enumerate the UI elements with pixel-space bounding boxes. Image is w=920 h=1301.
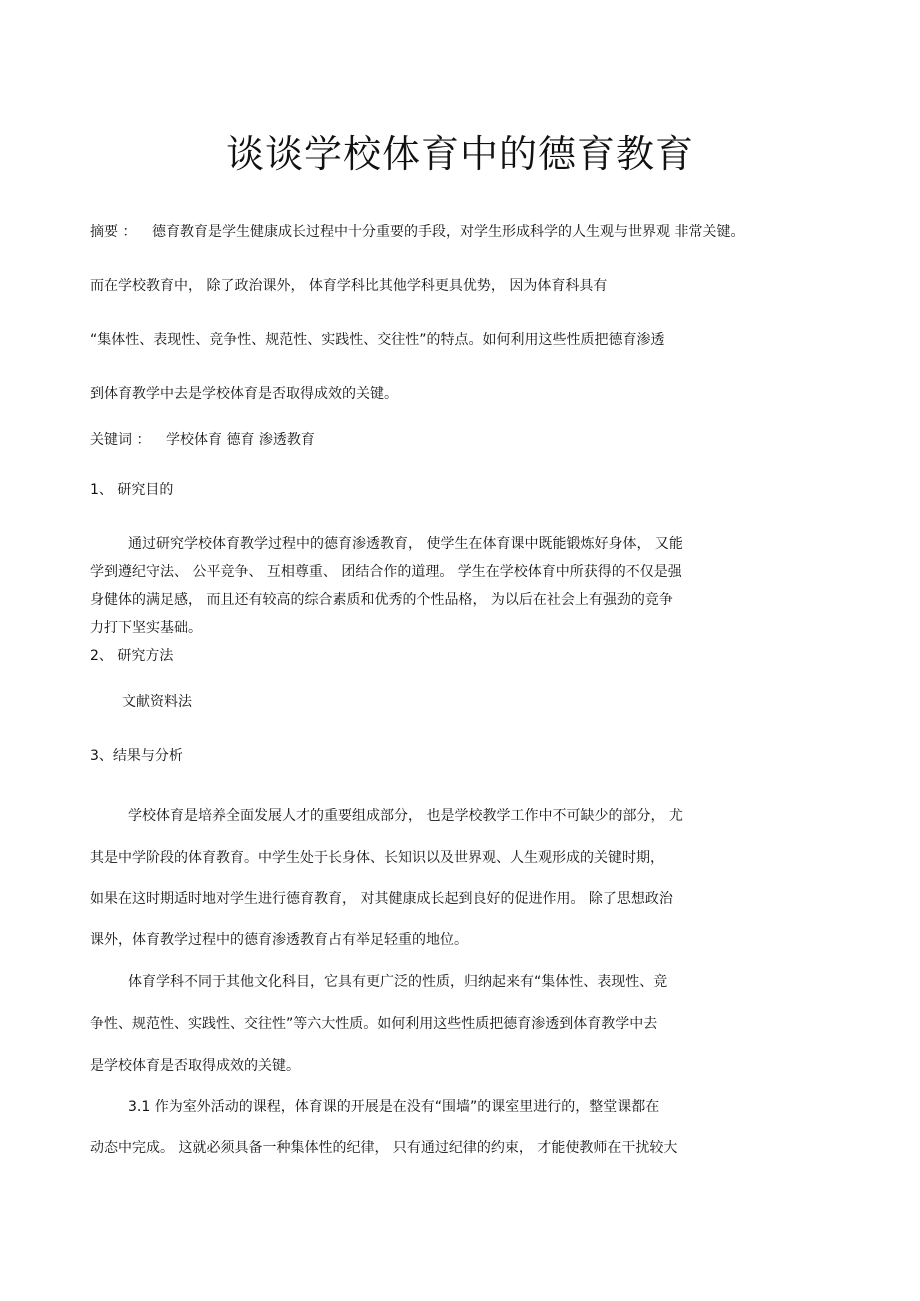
section-1-heading: 1、 研究目的 (90, 482, 174, 498)
section-3-para-2-line-1: 体育学科不同于其他文化科目，它具有更广泛的性质，归纳起来有“集体性、表现性、竞 (128, 974, 668, 990)
section-3-para-1-line-4: 课外，体育教学过程中的德育渗透教育占有举足轻重的地位。 (90, 932, 468, 948)
document-title: 谈谈学校体育中的德育教育 (225, 132, 694, 176)
section-1-line-3: 身健体的满足感， 而且还有较高的综合素质和优秀的个性品格， 为以后在社会上有强劲的竞争 (90, 592, 673, 608)
section-1-line-2: 学到遵纪守法、 公平竞争、 互相尊重、 团结合作的道理。 学生在学校体育中所获得的不仅是强 (90, 564, 682, 580)
section-3-para-2-line-3: 是学校体育是否取得成效的关键。 (90, 1058, 300, 1074)
abstract-line-3: “集体性、表现性、竞争性、规范性、实践性、交往性”的特点。如何利用这些性质把德育渗透 (90, 332, 665, 348)
section-2-text: 文献资料法 (122, 694, 192, 710)
section-3-para-2-line-2: 争性、规范性、实践性、交往性”等六大性质。如何利用这些性质把德育渗透到体育教学中去 (90, 1016, 658, 1032)
section-3-para-3-line-1: 3.1 作为室外活动的课程，体育课的开展是在没有“围墙”的课室里进行的，整堂课都在 (128, 1099, 660, 1115)
abstract-label: 摘要 ： (90, 224, 137, 240)
section-3-para-1-line-3: 如果在这时期适时地对学生进行德育教育， 对其健康成长起到良好的促进作用。 除了思想政治 (90, 891, 673, 907)
section-3-para-1-line-2: 其是中学阶段的体育教育。中学生处于长身体、长知识以及世界观、人生观形成的关键时期， (90, 850, 664, 866)
abstract-line-2: 而在学校教育中， 除了政治课外， 体育学科比其他学科更具优势， 因为体育科具有 (90, 278, 608, 294)
abstract-line-4: 到体育教学中去是学校体育是否取得成效的关键。 (90, 386, 398, 402)
section-3-para-3-line-2: 动态中完成。 这就必须具备一种集体性的纪律， 只有通过纪律的约束， 才能使教师在干扰较大 (90, 1140, 678, 1156)
section-2-heading: 2、 研究方法 (90, 648, 174, 664)
section-3-heading: 3、结果与分析 (90, 748, 183, 764)
section-3-para-1-line-1: 学校体育是培养全面发展人才的重要组成部分， 也是学校教学工作中不可缺少的部分， 尤 (128, 808, 683, 824)
abstract-line-1: 德育教育是学生健康成长过程中十分重要的手段，对学生形成科学的人生观与世界观 非常关键。 (152, 224, 745, 240)
keywords-text: 学校体育 德育 渗透教育 (166, 432, 315, 448)
keywords-label: 关键词 ： (90, 432, 151, 448)
section-1-line-4: 力打下坚实基础。 (90, 620, 202, 636)
section-1-line-1: 通过研究学校体育教学过程中的德育渗透教育， 使学生在体育课中既能锻炼好身体， 又能 (128, 536, 683, 552)
